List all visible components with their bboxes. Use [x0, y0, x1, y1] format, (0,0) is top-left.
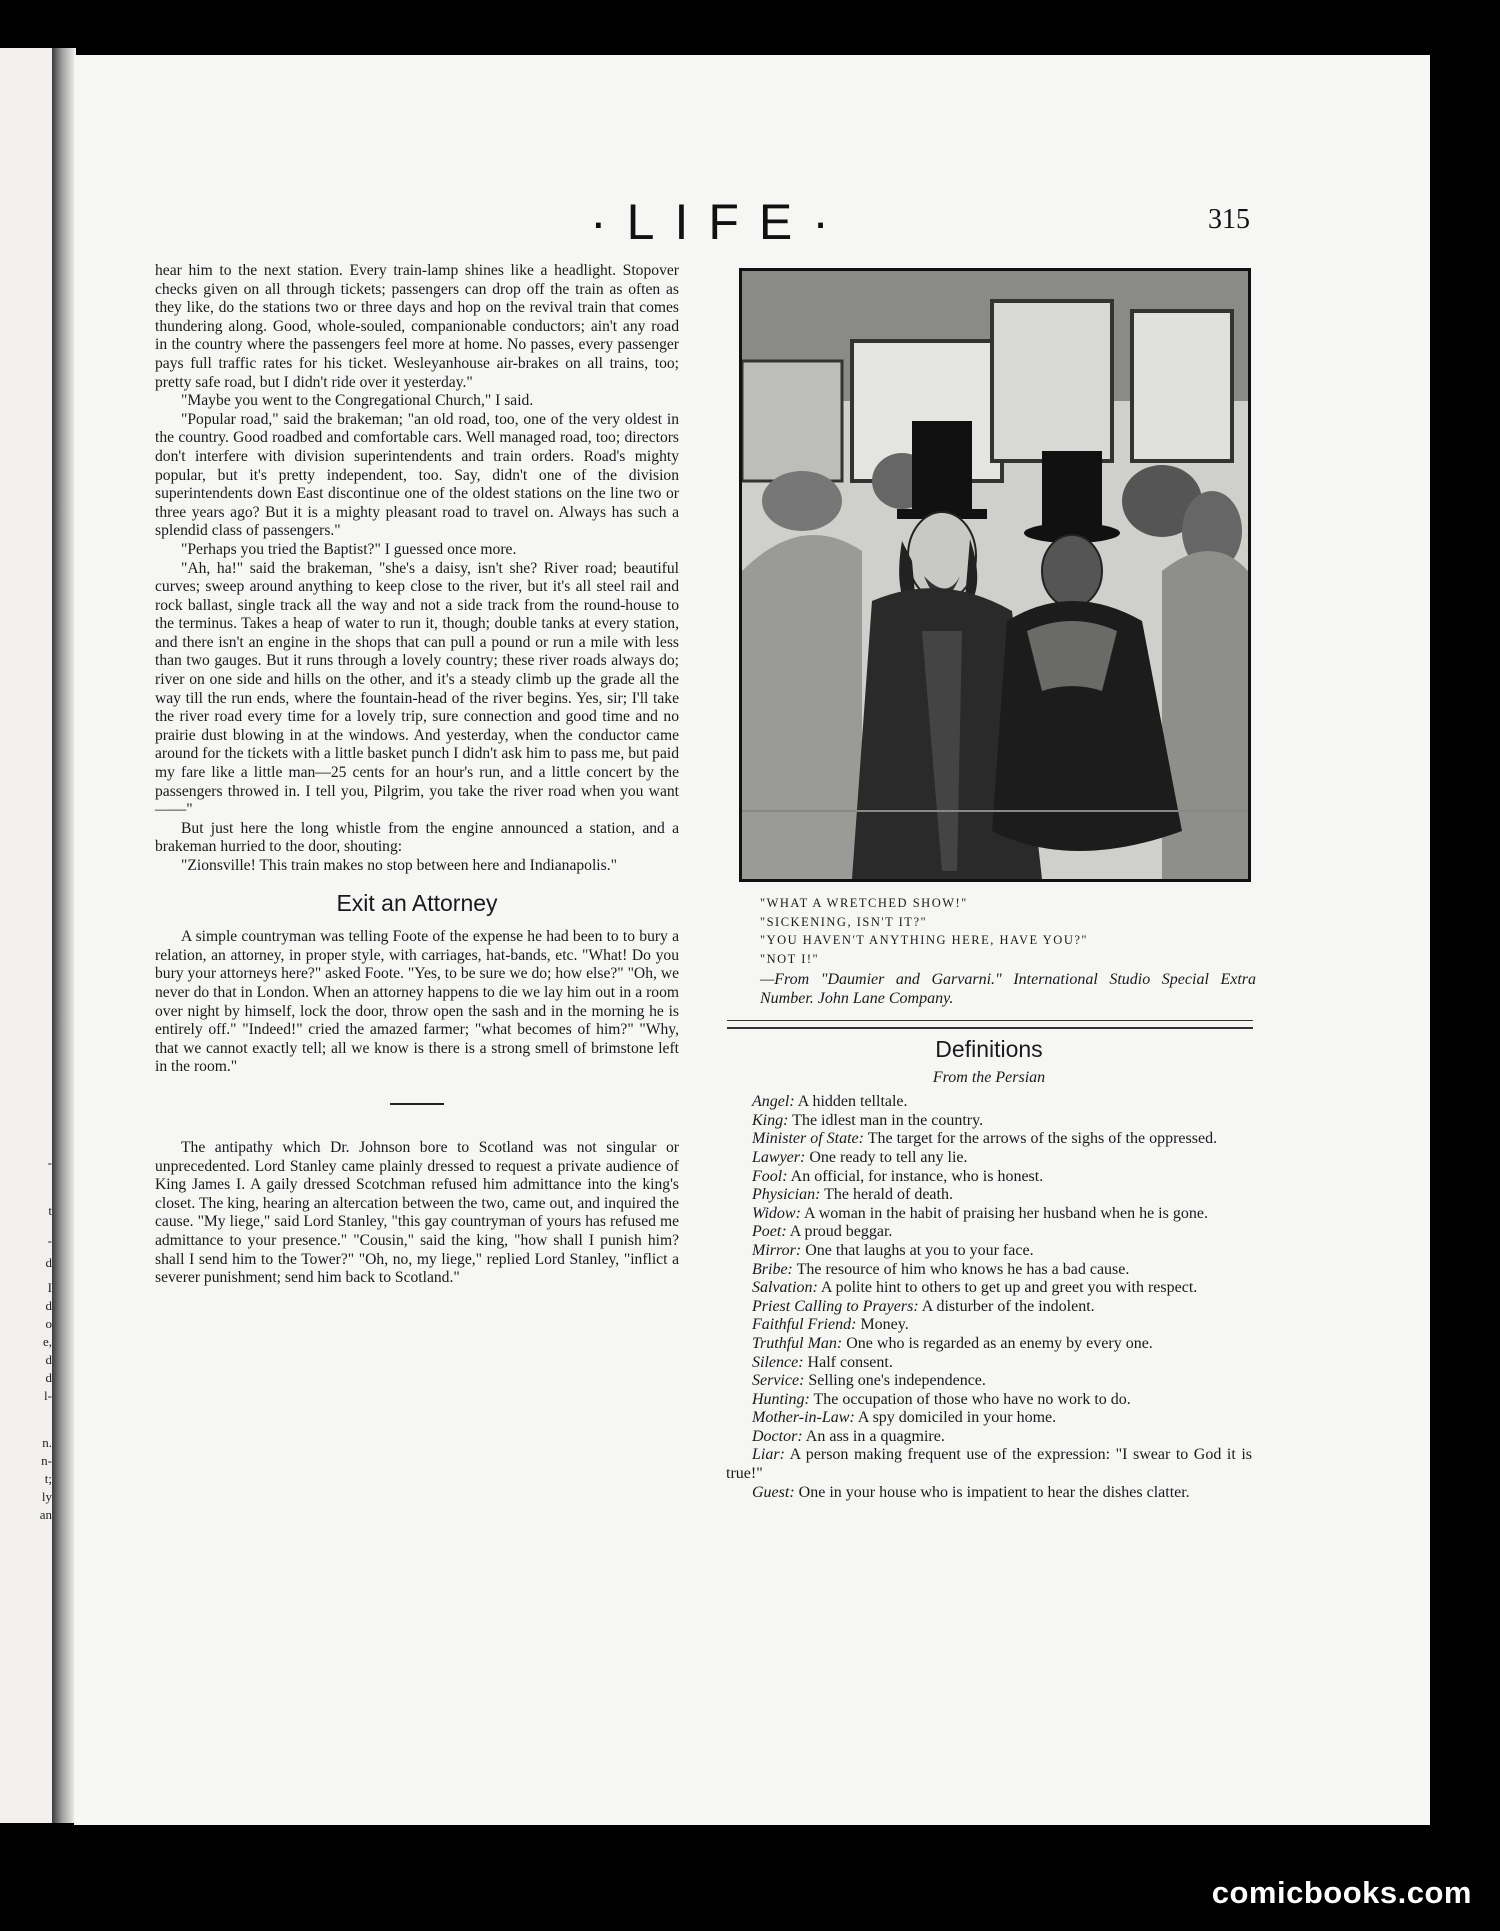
- facing-page-fragment: e,: [42, 1334, 52, 1349]
- definition-term: Priest Calling to Prayers:: [752, 1297, 919, 1315]
- story-paragraph: "Ah, ha!" said the brakeman, "she's a daisy, isn't she? River road; beautiful curves; sweep around anything to keep close to the river, but it's all steel rail and rock ballast, single track all the way and not a side track from the round-house to the terminus. Takes a heap of water to run it, though; double tanks at every station, and there isn't an engine in the shops that can pull a pound or run a mile with less than two gauges. But it runs through a lovely country; these river roads always do; river on one side and hills on the other, and it's a steady climb up the grade all the way till the run ends, where the fountain-head of the river begins. Yes, sir; I'll take the river road every time for a lovely trip, sure connection and good time and no prairie dust blowing in at the windows. And yesterday, when the conductor came around for the tickets with a little basket punch I didn't ask him to pass me, but paid my fare like a little man—25 cents for an hour's run, and a little concert by the passengers throwed in. I tell you, Pilgrim, you take the river road when you want——": [155, 559, 679, 819]
- caption-line: "YOU HAVEN'T ANYTHING HERE, HAVE YOU?": [760, 933, 1089, 947]
- definition-text: A spy domiciled in your home.: [857, 1409, 1057, 1427]
- johnson-paragraph: The antipathy which Dr. Johnson bore to Scotland was not singular or unprecedented. Lord Stanley came plainly dressed to request a private audience of King James I. A gaily dressed Scotchman refused him admittance into the king's closet. The king, hearing an altercation between the two, came out, and inquired the cause. "My liege," said Lord Stanley, "this gay countryman of yours has refused me admittance to your presence." "Cousin," said the king, "how shall I punish him? shall I send him to the Tower?" "Oh, no, my liege," replied Lord Stanley, "inflict a severer punishment; send him back to Scotland.": [155, 1138, 679, 1287]
- definitions-list: [726, 1093, 1252, 1502]
- definition-text: A proud beggar.: [789, 1223, 893, 1241]
- definition-text: The herald of death.: [824, 1186, 953, 1204]
- definition-term: Bribe:: [752, 1260, 793, 1278]
- definition-text: One in your house who is impatient to hear the dishes clatter.: [798, 1483, 1190, 1501]
- facing-page-fragment: d: [45, 1255, 52, 1270]
- definition-term: Liar:: [752, 1446, 785, 1464]
- definition-text: The idlest man in the country.: [792, 1111, 984, 1129]
- definition-text: Selling one's independence.: [808, 1372, 986, 1390]
- daumier-illustration: [739, 268, 1251, 882]
- definitions-heading: Definitions: [935, 1036, 1043, 1062]
- illustration-caption: [760, 894, 1256, 1008]
- definition-text: A disturber of the indolent.: [921, 1297, 1095, 1315]
- facing-page-fragment: -: [47, 1233, 52, 1248]
- section-separator: [390, 1103, 444, 1105]
- definitions-subheading: From the Persian: [932, 1068, 1046, 1086]
- facing-page-fragment: -: [47, 1155, 52, 1170]
- left-column: [155, 262, 679, 1288]
- attorney-paragraph: A simple countryman was telling Foote of the expense he had been to to bury a relation, an attorney, in proper style, with carriages, hat-bands, etc. "What! Do you bury your attorneys here?" asked Foote. "Yes, to be sure we do; how else?" "Oh, we never do that in London. When an attorney happens to die we lay him out in a room over night by himself, lock the door, throw open the sash and in the morning he is entirely off." "Indeed!" cried the amazed farmer; "what becomes of him?" "Why, that we cannot exactly tell; all we know is there is a strong smell of brimstone left in the room.": [155, 928, 679, 1076]
- definition-entry: [726, 1168, 1252, 1187]
- facing-page-fragment: an: [39, 1507, 52, 1522]
- page-number: 315: [1208, 204, 1250, 235]
- story-paragraph: "Perhaps you tried the Baptist?" I guessed once more.: [181, 540, 517, 558]
- definition-term: Guest:: [752, 1483, 795, 1501]
- definition-entry: [726, 1149, 1252, 1168]
- definition-term: Faithful Friend:: [752, 1316, 857, 1334]
- definition-entry: [726, 1484, 1252, 1503]
- facing-page-edge: [0, 48, 58, 1823]
- definition-term: Poet:: [752, 1223, 787, 1241]
- definition-entry: [726, 1186, 1252, 1205]
- definition-term: Angel:: [752, 1093, 795, 1111]
- definition-text: The occupation of those who have no work to do.: [813, 1390, 1131, 1408]
- story-paragraph: "Popular road," said the brakeman; "an old road, too, one of the very oldest in the country. Good roadbed and comfortable cars. Well managed road, too; directors don't interfere with division superintendents and train orders. Road's mighty popular, but it's pretty independent, too. Say, didn't one of the division superintendents down East discontinue one of the oldest stations on the line two or three years ago? But it is a mighty pleasant road to travel on. Always has such a splendid class of passengers.": [155, 410, 679, 540]
- definition-entry: [726, 1391, 1252, 1410]
- double-rule-divider: [727, 1020, 1253, 1029]
- definition-term: King:: [752, 1111, 789, 1129]
- definition-entry: [726, 1298, 1252, 1317]
- facing-page-fragment: I: [47, 1280, 52, 1295]
- definition-term: Hunting:: [752, 1390, 810, 1408]
- definition-term: Lawyer:: [752, 1148, 806, 1166]
- facing-page-fragment: t: [48, 1203, 52, 1218]
- story-paragraph: "Zionsville! This train makes no stop between here and Indianapolis.": [181, 857, 617, 874]
- definition-entry: [726, 1112, 1252, 1131]
- definition-text: One ready to tell any lie.: [809, 1148, 968, 1166]
- definition-text: An official, for instance, who is honest.: [790, 1167, 1044, 1185]
- book-gutter: [52, 48, 76, 1823]
- definition-text: The target for the arrows of the sighs of the oppressed.: [867, 1130, 1218, 1148]
- story-paragraph: "Maybe you went to the Congregational Church," I said.: [181, 392, 534, 410]
- definition-entry: [726, 1409, 1252, 1428]
- definition-term: Silence:: [752, 1353, 804, 1371]
- definition-text: An ass in a quagmire.: [805, 1427, 945, 1445]
- caption-line: "NOT I!": [760, 951, 820, 966]
- definition-text: A woman in the habit of praising her husband when he is gone.: [804, 1204, 1208, 1222]
- definition-term: Mirror:: [752, 1241, 802, 1259]
- masthead-title: ·LIFE·: [590, 194, 849, 250]
- definition-term: Truthful Man:: [752, 1334, 843, 1352]
- story-paragraph: hear him to the next station. Every train-lamp shines like a headlight. Stopover checks given on all through tickets; passengers can drop off the train as often as they like, do the stations two or three days and hop on the revival train that comes thundering along. Good, whole-souled, companionable conductors; ain't any road in the country where the passengers feel more at home. No passes, every passenger pays full traffic rates for his ticket. Wesleyanhouse air-brakes on all trains, too; pretty safe road, but I didn't ride over it yesterday.": [155, 262, 679, 391]
- definition-text: Half consent.: [807, 1353, 893, 1371]
- definition-term: Minister of State:: [752, 1130, 864, 1148]
- definition-text: The resource of him who knows he has a bad cause.: [796, 1260, 1130, 1278]
- definition-entry: [726, 1446, 1252, 1483]
- facing-page-fragment: t;: [44, 1471, 52, 1486]
- facing-page-fragment: d: [45, 1298, 52, 1313]
- facing-page-fragment: ly: [41, 1489, 52, 1504]
- facing-page-fragment: l-: [44, 1388, 52, 1403]
- definition-entry: [726, 1261, 1252, 1280]
- definition-term: Doctor:: [752, 1427, 803, 1445]
- definition-entry: [726, 1316, 1252, 1335]
- facing-page-fragment: d: [45, 1370, 52, 1385]
- definition-term: Service:: [752, 1372, 805, 1390]
- facing-page-fragment: n-: [41, 1453, 52, 1468]
- definition-entry: [726, 1223, 1252, 1242]
- definition-entry: [726, 1130, 1252, 1149]
- site-watermark: comicbooks.com: [1211, 1875, 1472, 1910]
- definition-term: Fool:: [752, 1167, 788, 1185]
- definition-text: One who is regarded as an enemy by every one.: [846, 1334, 1153, 1352]
- definition-text: One that laughs at you to your face.: [805, 1241, 1034, 1259]
- illustration-drawing: [742, 271, 1248, 879]
- definition-text: A person making frequent use of the expression: "I swear to God it is true!": [726, 1446, 1252, 1483]
- definition-text: A polite hint to others to get up and greet you with respect.: [820, 1279, 1198, 1297]
- definition-term: Mother-in-Law:: [752, 1409, 855, 1427]
- definition-text: Money.: [860, 1316, 909, 1334]
- definition-term: Salvation:: [752, 1279, 818, 1297]
- definition-entry: [726, 1279, 1252, 1298]
- definition-entry: [726, 1335, 1252, 1354]
- definition-entry: [726, 1093, 1252, 1112]
- caption-credit: —From "Daumier and Garvarni." International Studio Special Extra Number. John Lane Company.: [760, 971, 1256, 1007]
- definition-term: Widow:: [752, 1204, 801, 1222]
- facing-page-fragment: d: [45, 1352, 52, 1367]
- definition-entry: [726, 1205, 1252, 1224]
- definition-entry: [726, 1242, 1252, 1261]
- definition-entry: [726, 1428, 1252, 1447]
- attorney-heading: Exit an Attorney: [336, 889, 498, 916]
- definition-entry: [726, 1372, 1252, 1391]
- caption-line: "WHAT A WRETCHED SHOW!": [760, 896, 968, 910]
- definition-text: A hidden telltale.: [797, 1093, 908, 1111]
- definition-entry: [726, 1354, 1252, 1373]
- caption-line: "SICKENING, ISN'T IT?": [760, 914, 928, 929]
- definition-term: Physician:: [752, 1186, 821, 1204]
- facing-page-fragment: n.: [42, 1435, 52, 1450]
- definitions-section: [726, 1036, 1252, 1502]
- story-paragraph: But just here the long whistle from the engine announced a station, and a brakeman hurried to the door, shouting:: [155, 819, 679, 856]
- facing-page-fragment: o: [45, 1316, 52, 1331]
